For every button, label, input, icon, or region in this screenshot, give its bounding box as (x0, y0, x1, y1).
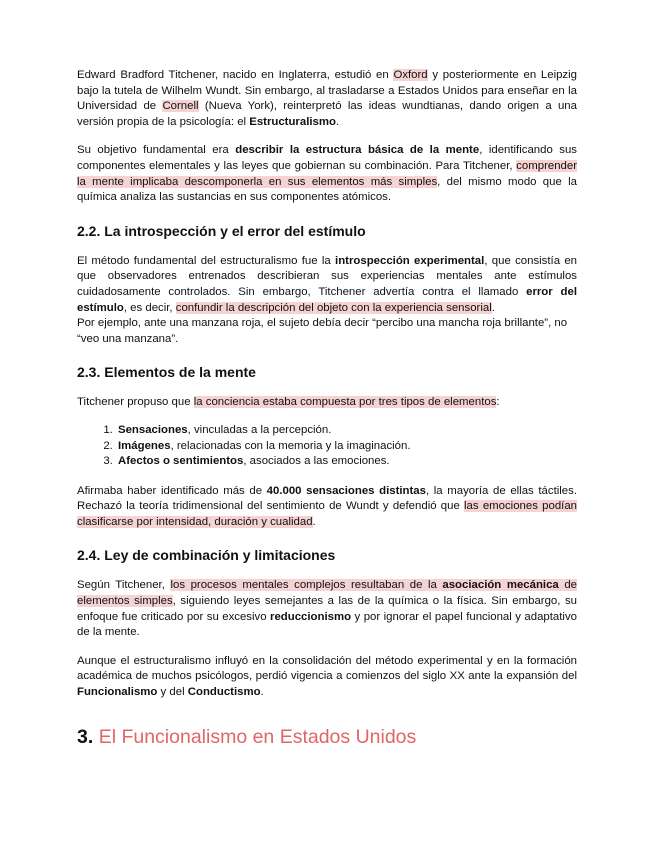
text-span: y por ignorar el papel funcional y adaptativo de la mente. (77, 610, 577, 639)
text-span: . (312, 515, 316, 528)
bold-text: introspección experimental (335, 254, 485, 267)
text-span: Afirmaba haber identificado más de (77, 484, 267, 497)
text-span: Su objetivo fundamental era (77, 144, 236, 157)
bold-text: Imágenes (118, 439, 171, 452)
document-content (77, 68, 577, 749)
paragraph-objetivo (77, 143, 577, 205)
section-number: 3. (77, 725, 94, 748)
paragraph-elementos-intro (77, 395, 577, 411)
bold-text: describir la estructura básica de la mente (235, 144, 480, 157)
bold-text: reduccionismo (270, 610, 352, 623)
text-span: y posteriormente en Leipzig bajo la tutela de Wilhelm Wundt. Sin embargo, al trasladarse a Estados Unidos para enseñar en la Universidad de (77, 69, 577, 113)
highlight-bold-text: asociación mecánica (442, 579, 559, 592)
text-span: , la mayoría de ellas táctiles. Rechazó la teoría tridimensional del sentimiento de Wundt y defendió que (77, 484, 577, 513)
bold-text: Sensaciones (118, 423, 188, 436)
bold-text: error del estímulo (77, 285, 577, 314)
paragraph-titchener-intro (77, 68, 577, 130)
text-span: El método fundamental del estructuralismo fue la (77, 254, 336, 267)
text-span: . (335, 115, 340, 128)
heading-section-3 (77, 725, 577, 749)
bold-text: 40.000 sensaciones distintas (266, 484, 426, 497)
text-span: , asociados a las emociones. (243, 455, 390, 468)
text-span: Titchener propuso que (77, 396, 194, 409)
highlight-cornell: Cornell (162, 100, 199, 113)
paragraph-conclusion (77, 654, 577, 701)
bold-text: Conductismo (187, 686, 261, 699)
paragraph-ejemplo: Por ejemplo, ante una manzana roja, el sujeto debía decir “percibo una mancha roja brillante”, no “veo una manzana”. (77, 317, 568, 345)
bold-text: Funcionalismo (77, 686, 158, 699)
text-span: . (260, 686, 264, 699)
text-span: Edward Bradford Titchener, nacido en Inglaterra, estudió en (77, 69, 394, 81)
paragraph-introspeccion (77, 254, 577, 316)
highlight-text: los procesos mentales complejos resultaban de la (170, 579, 443, 592)
highlight-text: de elementos simples (77, 579, 577, 608)
text-span: , que consistía en que observadores entrenados describieran sus experiencias mentales ante estímulos cuidadosamente controlados. Sin embargo, Titchener advertía contra el llamado (77, 254, 578, 298)
heading-2-2: 2.2. La introspección y el error del estímulo (77, 222, 366, 239)
text-span: , vinculadas a la percepción. (187, 423, 332, 436)
highlight-text: la conciencia estaba compuesta por tres tipos de elementos (193, 396, 497, 409)
paragraph-ley-combinacion (77, 578, 577, 640)
text-span: Aunque el estructuralismo influyó en la consolidación del método experimental y en la formación académica de muchos psicólogos, perdió vigencia a comienzos del siglo XX ante la expansión del (77, 654, 577, 683)
list-item (116, 423, 577, 439)
bold-estructuralismo: Estructuralismo (249, 115, 336, 128)
heading-2-3: 2.3. Elementos de la mente (77, 364, 256, 381)
highlight-text: comprender la mente implicaba descomponerla en sus elementos más simples (77, 159, 577, 188)
list-item (116, 439, 577, 455)
text-span: : (496, 396, 500, 409)
text-span: Según Titchener, (77, 579, 171, 592)
text-span: , siguiendo leyes semejantes a las de la química o la física. Sin embargo, su enfoque fue criticado por su excesivo (77, 595, 577, 623)
text-span: , del mismo modo que la química analiza las sustancias en sus componentes atómicos. (77, 175, 577, 204)
text-span: (Nueva York), reinterpretó las ideas wundtianas, dando origen a una versión propia de la psicología: el (77, 100, 577, 128)
highlight-oxford: Oxford (393, 69, 428, 81)
list-item (116, 454, 577, 470)
text-span: , relacionadas con la memoria y la imaginación. (170, 439, 411, 452)
text-span: , es decir, (123, 301, 176, 314)
text-span: , identificando sus componentes elementales y las leyes que gobiernan su combinación. Para Titchener, (77, 144, 577, 172)
bold-text: Afectos o sentimientos (118, 455, 244, 468)
heading-2-4: 2.4. Ley de combinación y limitaciones (77, 547, 336, 564)
highlight-text: las emociones podían clasificarse por intensidad, duración y cualidad (77, 500, 577, 528)
text-span: y del (157, 686, 188, 699)
text-span: . (491, 301, 495, 314)
paragraph-sensaciones (77, 484, 577, 531)
section-title: El Funcionalismo en Estados Unidos (98, 725, 417, 748)
elements-list (77, 423, 577, 470)
highlight-text: confundir la descripción del objeto con la experiencia sensorial (175, 301, 492, 314)
